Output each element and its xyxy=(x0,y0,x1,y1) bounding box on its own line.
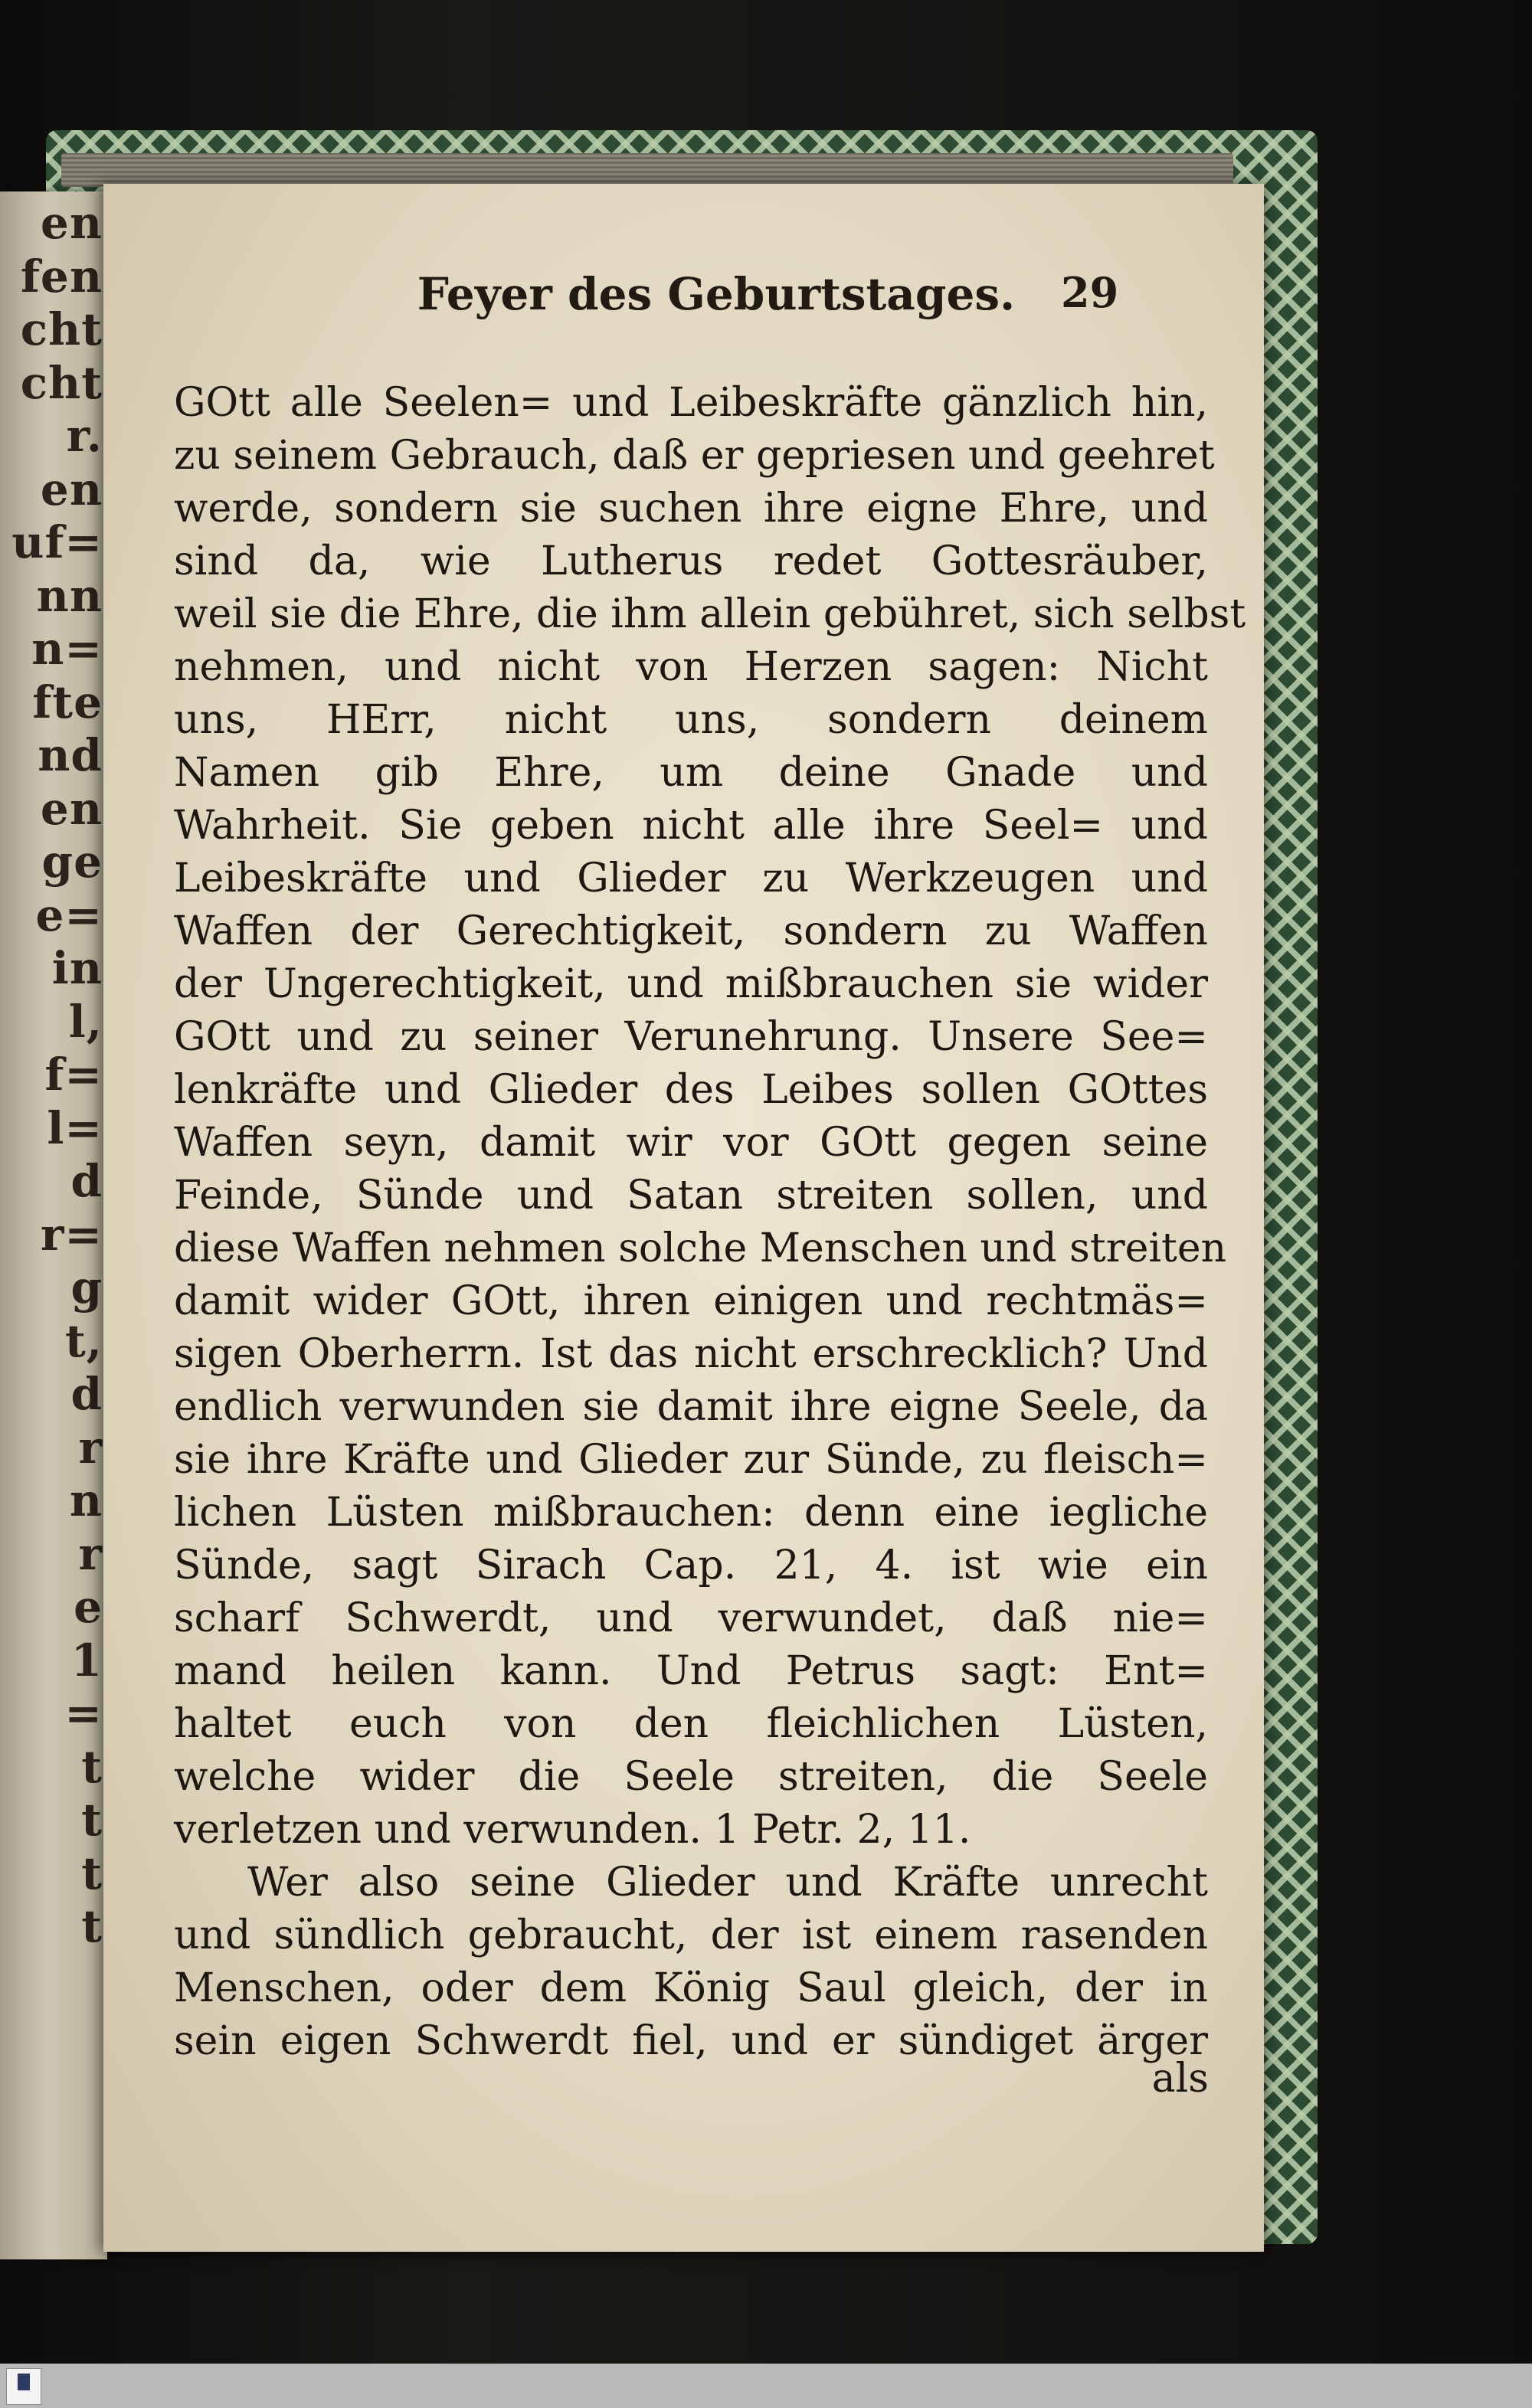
verso-line-end: r= xyxy=(40,1208,103,1261)
verso-line-end: d xyxy=(70,1368,103,1420)
verso-line-end: r xyxy=(78,1527,103,1580)
text-line: GOtt und zu seiner Verunehrung. Unsere See= xyxy=(174,1014,1208,1060)
verso-line-end: t xyxy=(81,1847,103,1899)
text-line: mand heilen kann. Und Petrus sagt: Ent= xyxy=(174,1648,1208,1694)
verso-line-end: nn xyxy=(36,569,103,622)
text-line: werde, sondern sie suchen ihre eigne Ehre, und xyxy=(174,486,1208,532)
verso-line-end: r xyxy=(78,1421,103,1474)
text-line: sind da, wie Lutherus redet Gottesräuber, xyxy=(174,538,1208,584)
text-line: haltet euch von den fleichlichen Lüsten, xyxy=(174,1701,1208,1747)
verso-line-end: = xyxy=(64,1687,103,1739)
verso-line-end: n xyxy=(69,1474,103,1526)
text-line: verletzen und verwunden. 1 Petr. 2, 11. xyxy=(174,1807,971,1853)
verso-line-end: t xyxy=(81,1900,103,1952)
text-line: Namen gib Ehre, um deine Gnade und xyxy=(174,750,1208,796)
verso-line-end: in xyxy=(51,942,103,994)
text-line: und sündlich gebraucht, der ist einem rasenden xyxy=(174,1912,1208,1958)
verso-line-end: g xyxy=(70,1261,103,1314)
verso-line-end: n= xyxy=(31,623,103,675)
text-line: lenkräfte und Glieder des Leibes sollen GOttes xyxy=(174,1067,1208,1113)
library-logo-icon xyxy=(6,2368,41,2405)
text-line: sigen Oberherrn. Ist das nicht erschrecklich? Und xyxy=(174,1331,1208,1377)
verso-line-end: fen xyxy=(20,250,103,303)
text-line: Wer also seine Glieder und Kräfte unrecht xyxy=(247,1860,1208,1906)
viewer-footer-bar xyxy=(0,2364,1532,2408)
verso-line-end: en xyxy=(40,197,103,249)
text-line: sein eigen Schwerdt fiel, und er sündiget ärger xyxy=(174,2018,1208,2064)
text-line: endlich verwunden sie damit ihre eigne Seele, da xyxy=(174,1384,1208,1430)
text-line: uns, HErr, nicht uns, sondern deinem xyxy=(174,697,1208,743)
verso-page-strip xyxy=(0,191,107,2259)
verso-line-end: t, xyxy=(65,1314,103,1367)
library-logo-mark xyxy=(18,2374,30,2390)
text-line: Menschen, oder dem König Saul gleich, der in xyxy=(174,1965,1208,2011)
verso-line-end: e= xyxy=(35,888,103,941)
verso-line-end: t xyxy=(81,1740,103,1793)
text-line: Waffen der Gerechtigkeit, sondern zu Waffen xyxy=(174,908,1208,954)
verso-line-end: f= xyxy=(44,1049,103,1101)
verso-line-end: d xyxy=(70,1155,103,1207)
text-line: Feinde, Sünde und Satan streiten sollen, und xyxy=(174,1173,1208,1219)
text-line: der Ungerechtigkeit, und mißbrauchen sie wider xyxy=(174,961,1208,1007)
verso-line-end: l, xyxy=(68,995,103,1048)
verso-line-end: l= xyxy=(47,1101,103,1154)
page-number: 29 xyxy=(1061,268,1119,317)
text-line: Waffen seyn, damit wir vor GOtt gegen seine xyxy=(174,1120,1208,1166)
verso-line-end: fte xyxy=(32,676,103,728)
verso-line-end: t xyxy=(81,1794,103,1846)
running-head: Feyer des Geburtstages. xyxy=(417,268,1016,320)
text-line: Leibeskräfte und Glieder zu Werkzeugen und xyxy=(174,856,1208,901)
text-line: damit wider GOtt, ihren einigen und rechtmäs= xyxy=(174,1278,1208,1324)
verso-line-end: nd xyxy=(38,729,103,781)
verso-line-end: 1 xyxy=(70,1634,103,1687)
text-line: zu seinem Gebrauch, daß er gepriesen und geehret xyxy=(174,433,1215,479)
verso-line-end: e xyxy=(74,1581,103,1633)
verso-line-end: cht xyxy=(20,356,103,409)
text-line: nehmen, und nicht von Herzen sagen: Nicht xyxy=(174,644,1208,690)
recto-page xyxy=(103,184,1264,2252)
catchword: als xyxy=(1151,2056,1209,2102)
text-line: scharf Schwerdt, und verwundet, daß nie= xyxy=(174,1595,1208,1641)
text-line: weil sie die Ehre, die ihm allein gebühret, sich selbst xyxy=(174,591,1246,637)
text-line: welche wider die Seele streiten, die Seele xyxy=(174,1754,1208,1800)
verso-line-end: en xyxy=(40,463,103,515)
verso-line-end: cht xyxy=(20,303,103,355)
verso-line-end: r. xyxy=(66,410,103,462)
text-line: lichen Lüsten mißbrauchen: denn eine iegliche xyxy=(174,1490,1208,1536)
page-block-edge xyxy=(61,153,1233,187)
verso-line-end: en xyxy=(40,782,103,835)
body-text xyxy=(174,377,1246,2068)
verso-line-end: uf= xyxy=(11,516,103,568)
text-line: Sünde, sagt Sirach Cap. 21, 4. ist wie ein xyxy=(174,1543,1208,1588)
verso-line-end: ge xyxy=(41,836,103,888)
text-line: diese Waffen nehmen solche Menschen und streiten xyxy=(174,1225,1227,1271)
text-line: GOtt alle Seelen= und Leibeskräfte gänzlich hin, xyxy=(174,380,1208,426)
text-line: sie ihre Kräfte und Glieder zur Sünde, zu fleisch= xyxy=(174,1437,1208,1483)
text-line: Wahrheit. Sie geben nicht alle ihre Seel= und xyxy=(174,803,1208,849)
